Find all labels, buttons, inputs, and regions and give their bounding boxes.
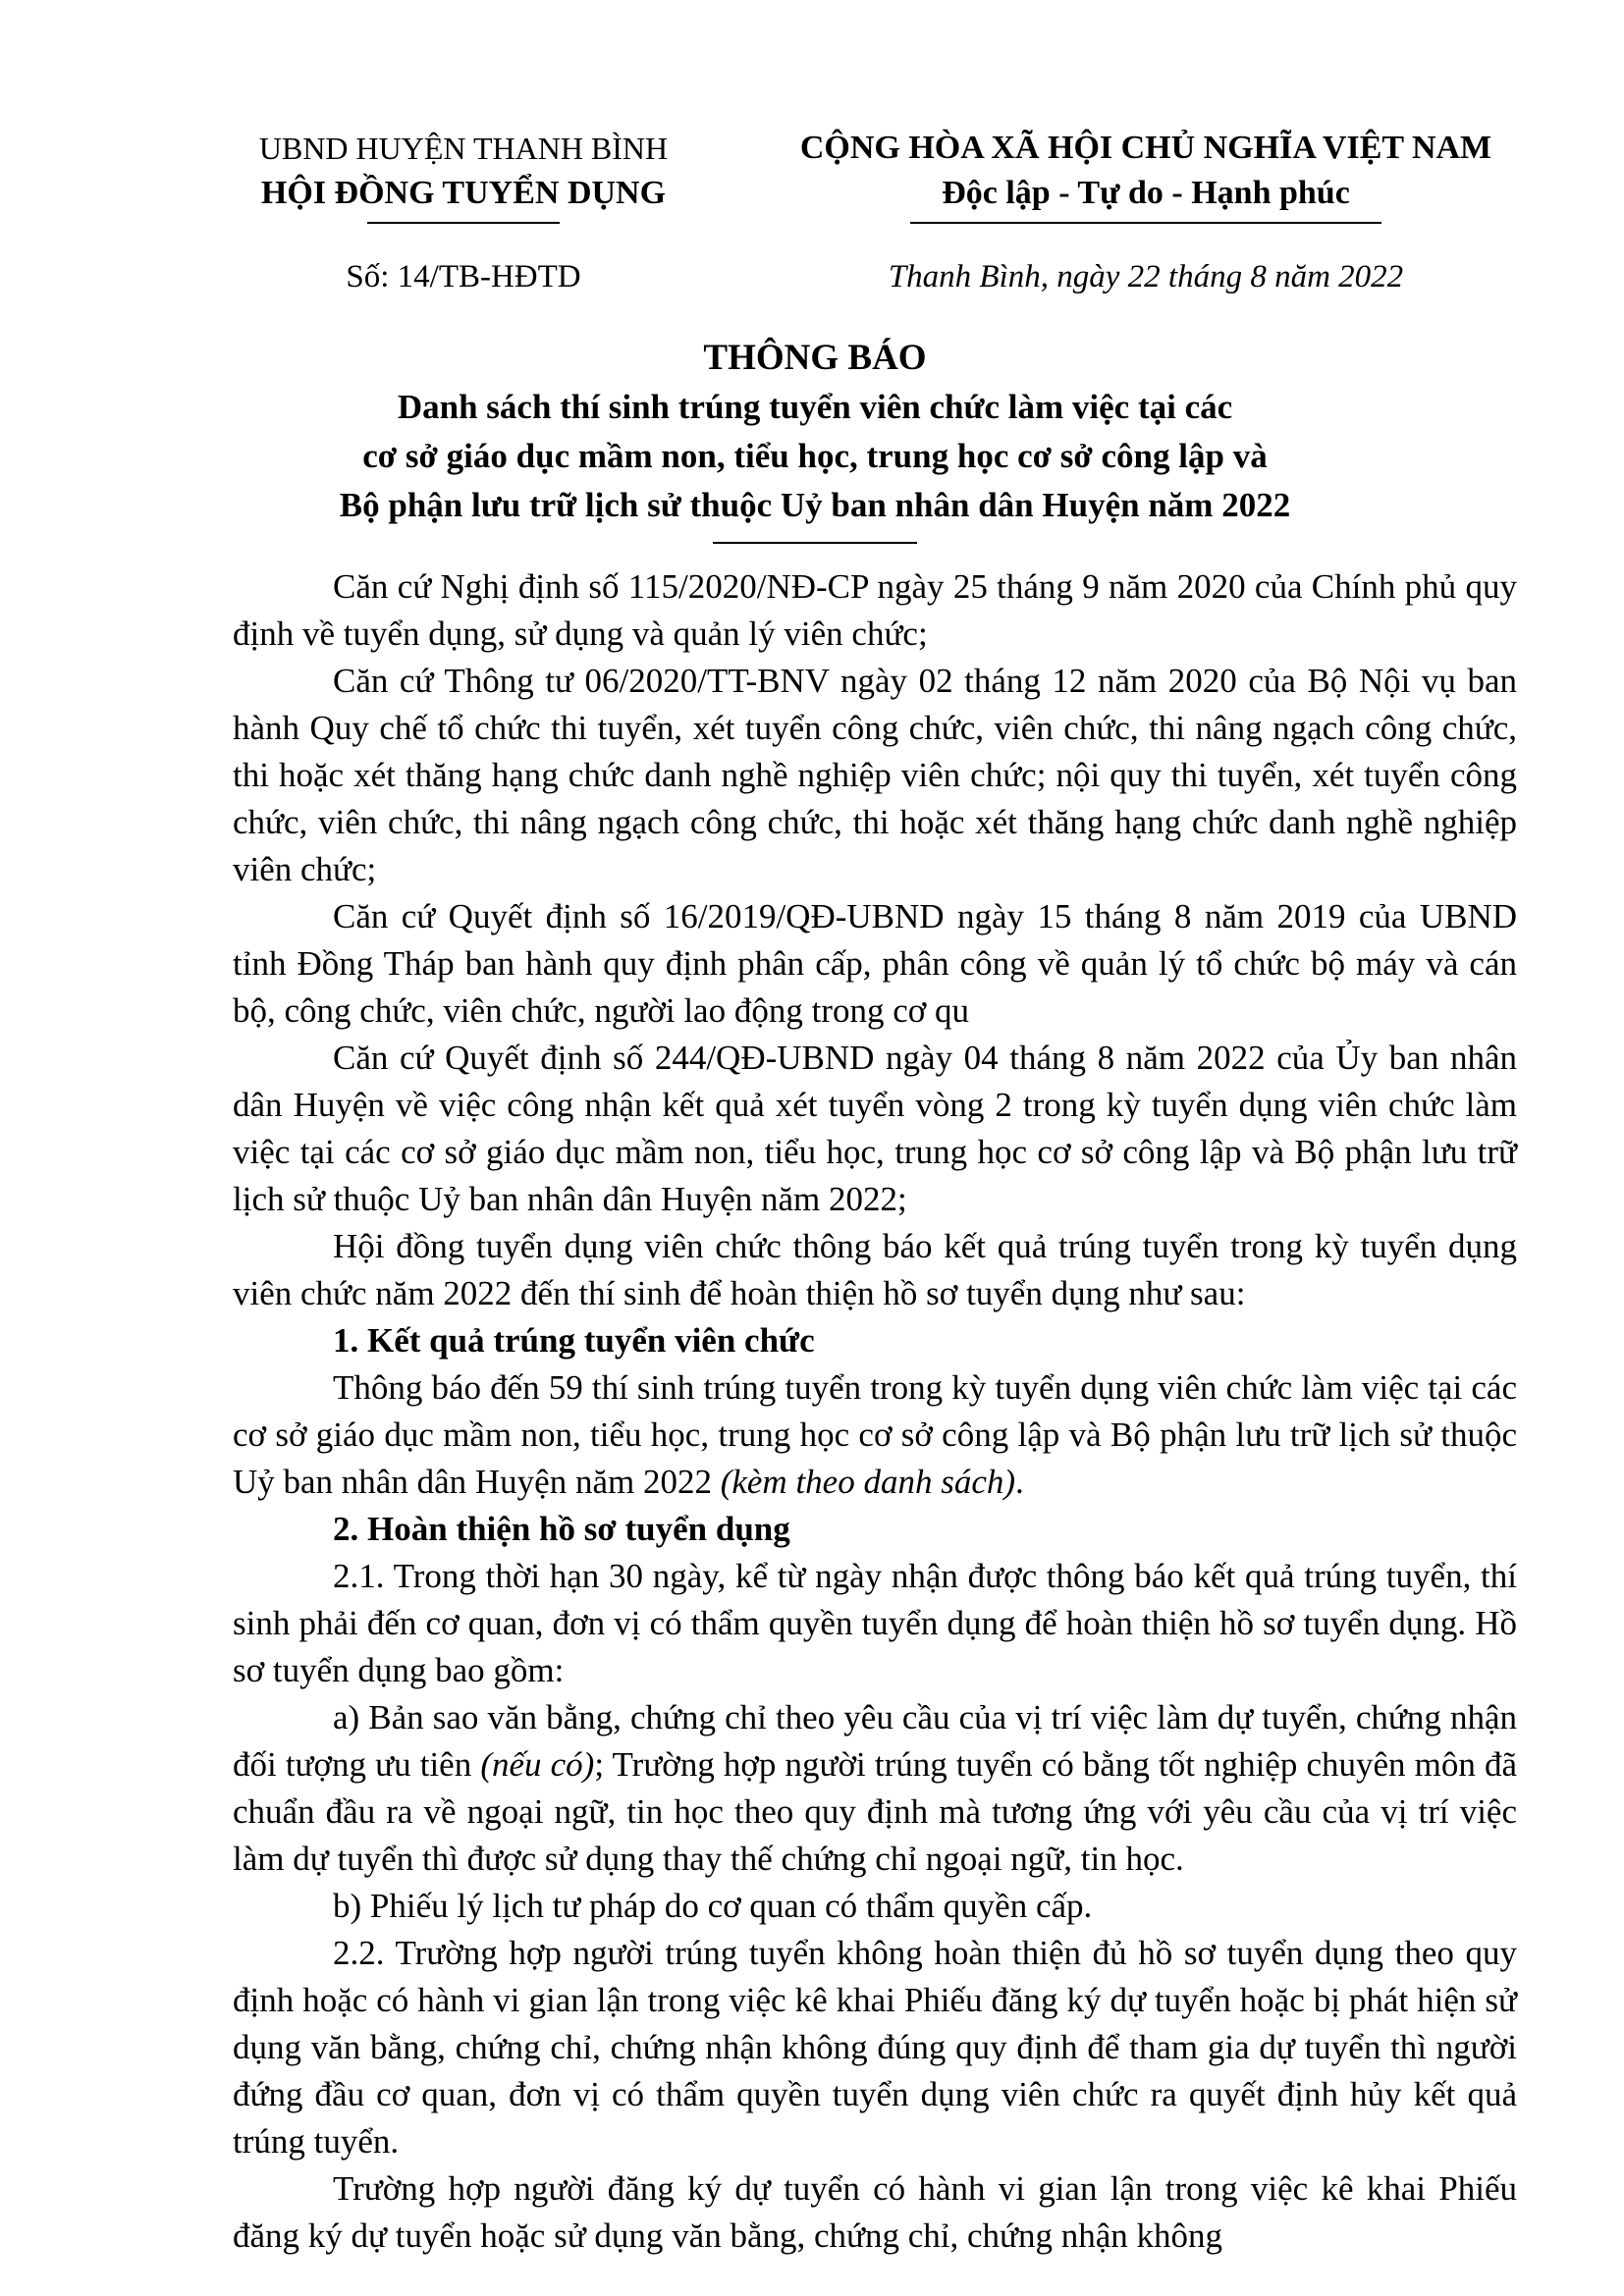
issuer-block: [218, 126, 709, 224]
paragraph-legal-basis-4: Căn cứ Quyết định số 244/QĐ-UBND ngày 04 tháng 8 năm 2022 của Ủy ban nhân dân Huyện về việc công nhận kết quả xét tuyển vòng 2 trong kỳ tuyển dụng viên chức làm việc tại các cơ sở giáo dục mầm non, tiểu học, trung học cơ sở công lập và Bộ phận lưu trữ lịch sử thuộc Uỷ ban nhân dân Huyện năm 2022;: [233, 1039, 1517, 1218]
country-name: CỘNG HÒA XÃ HỘI CHỦ NGHĨA VIỆT NAM: [799, 130, 1492, 166]
document-number: Số: 14/TB-HĐTD: [346, 259, 581, 294]
paragraph-2-1: 2.1. Trong thời hạn 30 ngày, kể từ ngày nhận được thông báo kết quả trúng tuyển, thí sinh phải đến cơ quan, đơn vị có thẩm quyền tuyển dụng để hoàn thiện hồ sơ tuyển dụng. Hồ sơ tuyển dụng bao gồm:: [233, 1557, 1517, 1689]
paragraph-2-2: 2.2. Trường hợp người trúng tuyển không hoàn thiện đủ hồ sơ tuyển dụng theo quy định hoặc có hành vi gian lận trong việc kê khai Phiếu đăng ký dự tuyển hoặc bị phát hiện sử dụng văn bằng, chứng chỉ, chứng nhận không đúng quy định để tham gia dự tuyển thì người đứng đầu cơ quan, đơn vị có thẩm quyền tuyển dụng viên chức ra quyết định hủy kết quả trúng tuyển.: [233, 1934, 1517, 2161]
results-note: (kèm theo danh sách): [720, 1463, 1016, 1501]
title-underline: [713, 542, 917, 544]
paragraph-legal-basis-3: Căn cứ Quyết định số 16/2019/QĐ-UBND ngày 15 tháng 8 năm 2019 của UBND tỉnh Đồng Tháp ban hành quy định phân cấp, phân công về quản lý tổ chức bộ máy và cán bộ, công chức, viên chức, người lao động trong cơ qu: [233, 897, 1517, 1030]
paragraph-item-b: b) Phiếu lý lịch tư pháp do cơ quan có thẩm quyền cấp.: [333, 1887, 1093, 1925]
document-date: Thanh Bình, ngày 22 tháng 8 năm 2022: [888, 259, 1404, 294]
motto-underline: [910, 222, 1381, 224]
national-motto-block: [729, 126, 1563, 224]
document-title: THÔNG BÁO: [703, 338, 927, 378]
paragraph-announcement: Hội đồng tuyển dụng viên chức thông báo kết quả trúng tuyển trong kỳ tuyển dụng viên chức năm 2022 đến thí sinh để hoàn thiện hồ sơ tuyển dụng như sau:: [233, 1227, 1517, 1312]
item-a-note: (nếu có): [480, 1745, 595, 1784]
paragraph-legal-basis-2: Căn cứ Thông tư 06/2020/TT-BNV ngày 02 tháng 12 năm 2020 của Bộ Nội vụ ban hành Quy chế tổ chức thi tuyển, xét tuyển công chức, viên chức, thi nâng ngạch công chức, thi hoặc xét thăng hạng chức danh nghề nghiệp viên chức; nội quy thi tuyển, xét tuyển công chức, viên chức, thi nâng ngạch công chức, thi hoặc xét thăng hạng chức danh nghề nghiệp viên chức;: [233, 662, 1517, 888]
issuer-authority: UBND HUYỆN THANH BÌNH: [258, 131, 669, 166]
national-motto: Độc lập - Tự do - Hạnh phúc: [942, 175, 1350, 211]
document-body: [233, 563, 1517, 2260]
subtitle-line-2: cơ sở giáo dục mầm non, tiểu học, trung học cơ sở công lập và: [362, 437, 1268, 475]
results-period: .: [1015, 1463, 1024, 1501]
subtitle-line-1: Danh sách thí sinh trúng tuyển viên chức làm việc tại các: [397, 388, 1233, 426]
issuer-underline: [367, 222, 560, 224]
results-text: Thông báo đến 59 thí sinh trúng tuyển trong kỳ tuyển dụng viên chức làm việc tại các cơ sở giáo dục mầm non, tiểu học, trung học cơ sở công lập và Bộ phận lưu trữ lịch sử thuộc Uỷ ban nhân dân Huyện năm 2022: [233, 1368, 1517, 1501]
item-a-text: a) Bản sao văn bằng, chứng chỉ theo yêu cầu của vị trí việc làm dự tuyển, chứng nhận đối tượng ưu tiên: [233, 1698, 1517, 1784]
subtitle-line-3: Bộ phận lưu trữ lịch sử thuộc Uỷ ban nhân dân Huyện năm 2022: [339, 486, 1291, 524]
issuer-council: HỘI ĐỒNG TUYỂN DỤNG: [260, 175, 667, 211]
paragraph-item-a: [233, 1694, 1517, 1883]
item-a-text-cont: ; Trường hợp người trúng tuyển có bằng tốt nghiệp chuyên môn đã chuẩn đầu ra về ngoại ngữ, tin học theo quy định mà tương ứng với yêu cầu của vị trí việc làm dự tuyển thì được sử dụng thay thế chứng chỉ ngoại ngữ, tin học.: [233, 1745, 1517, 1878]
paragraph-results: [233, 1364, 1517, 1506]
section-heading-2: 2. Hoàn thiện hồ sơ tuyển dụng: [333, 1510, 790, 1548]
section-heading-1: 1. Kết quả trúng tuyển viên chức: [333, 1321, 815, 1360]
paragraph-legal-basis-1: Căn cứ Nghị định số 115/2020/NĐ-CP ngày 25 tháng 9 năm 2020 của Chính phủ quy định về tuyển dụng, sử dụng và quản lý viên chức;: [233, 567, 1517, 653]
paragraph-fraud: Trường hợp người đăng ký dự tuyển có hành vi gian lận trong việc kê khai Phiếu đăng ký dự tuyển hoặc sử dụng văn bằng, chứng chỉ, chứng nhận không: [233, 2169, 1517, 2255]
title-block: [196, 334, 1434, 544]
